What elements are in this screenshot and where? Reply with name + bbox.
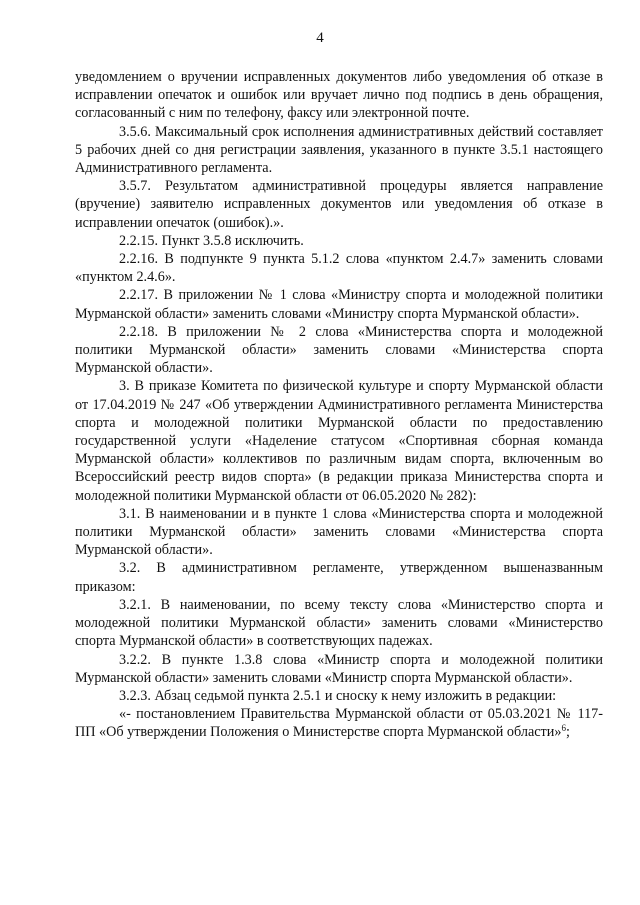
paragraph xyxy=(75,232,603,250)
paragraph-text: 2.2.18. В приложении № 2 слова «Министерства спорта и молодежной политики Мурманской области» заменить словами «Министерства спорта Мурманской области». xyxy=(75,323,603,377)
paragraph-text: 3. В приказе Комитета по физической культуре и спорту Мурманской области от 17.04.2019 № 247 «Об утверждении Административного регламента Министерства спорта и молодежной политики Мурманской области по предоставлению государственной услуги «Наделение статусом «Спортивная сборная команда Мурманской области» коллективов по различным видам спорта, включенным во Всероссийский реестр видов спорта» (в редакции приказа Министерства спорта и молодежной политики Мурманской области от 06.05.2020 № 282): xyxy=(75,378,603,504)
paragraph xyxy=(75,559,603,595)
paragraph-text: «- постановлением Правительства Мурманской области от 05.03.2021 № 117-ПП «Об утверждении Положения о Министерстве спорта Мурманской области» xyxy=(75,706,603,741)
paragraph-text: 3.2. В административном регламенте, утвержденном вышеназванным приказом: xyxy=(75,560,603,595)
paragraph xyxy=(75,123,603,178)
paragraph-text: уведомлением о вручении исправленных документов либо уведомления об отказе в исправлении опечаток и ошибок или вручает лично под подпись в день обращения, согласованный с ним по телефону, факсу или электронной почте. xyxy=(75,69,603,122)
paragraph-text: 3.1. В наименовании и в пункте 1 слова «Министерства спорта и молодежной политики Мурманской области» заменить словами «Министерства спорта Мурманской области». xyxy=(75,505,603,559)
document-body xyxy=(75,68,603,742)
paragraph xyxy=(75,377,603,504)
paragraph-text: 2.2.15. Пункт 3.5.8 исключить. xyxy=(119,232,304,249)
footnote-mark: 6 xyxy=(561,723,566,734)
paragraph xyxy=(75,286,603,322)
paragraph xyxy=(75,250,603,286)
paragraph xyxy=(75,177,603,232)
paragraph xyxy=(75,596,603,651)
paragraph-text: 2.2.17. В приложении № 1 слова «Министру спорта и молодежной политики Мурманской области» заменить словами «Министру спорта Мурманской области». xyxy=(75,287,603,322)
paragraph-text: 3.2.3. Абзац седьмой пункта 2.5.1 и сноску к нему изложить в редакции: xyxy=(119,687,557,704)
paragraph-text: 3.2.2. В пункте 1.3.8 слова «Министр спорта и молодежной политики Мурманской области» заменить словами «Министр спорта Мурманской области». xyxy=(75,651,603,686)
paragraph-text: 3.5.7. Результатом административной процедуры является направление (вручение) заявителю исправленных документов или уведомления об отказе в исправлении опечаток (ошибок).». xyxy=(75,178,603,231)
paragraph-text: 2.2.16. В подпункте 9 пункта 5.1.2 слова «пунктом 2.4.7» заменить словами «пунктом 2.4.6». xyxy=(75,251,603,286)
paragraph xyxy=(75,505,603,560)
paragraph xyxy=(75,68,603,123)
paragraph xyxy=(75,687,603,705)
paragraph xyxy=(75,651,603,687)
paragraph xyxy=(75,705,603,741)
page-number: 4 xyxy=(316,30,324,46)
paragraph xyxy=(75,323,603,378)
paragraph-text: 3.2.1. В наименовании, по всему тексту слова «Министерство спорта и молодежной политики Мурманской области» заменить словами «Министерство спорта Мурманской области» в соответствующих падежах. xyxy=(75,596,603,650)
paragraph-text: 3.5.6. Максимальный срок исполнения административных действий составляет 5 рабочих дней со дня регистрации заявления, указанного в пункте 3.5.1 настоящего Административного регламента. xyxy=(75,123,603,177)
paragraph-tail: ; xyxy=(565,724,570,741)
